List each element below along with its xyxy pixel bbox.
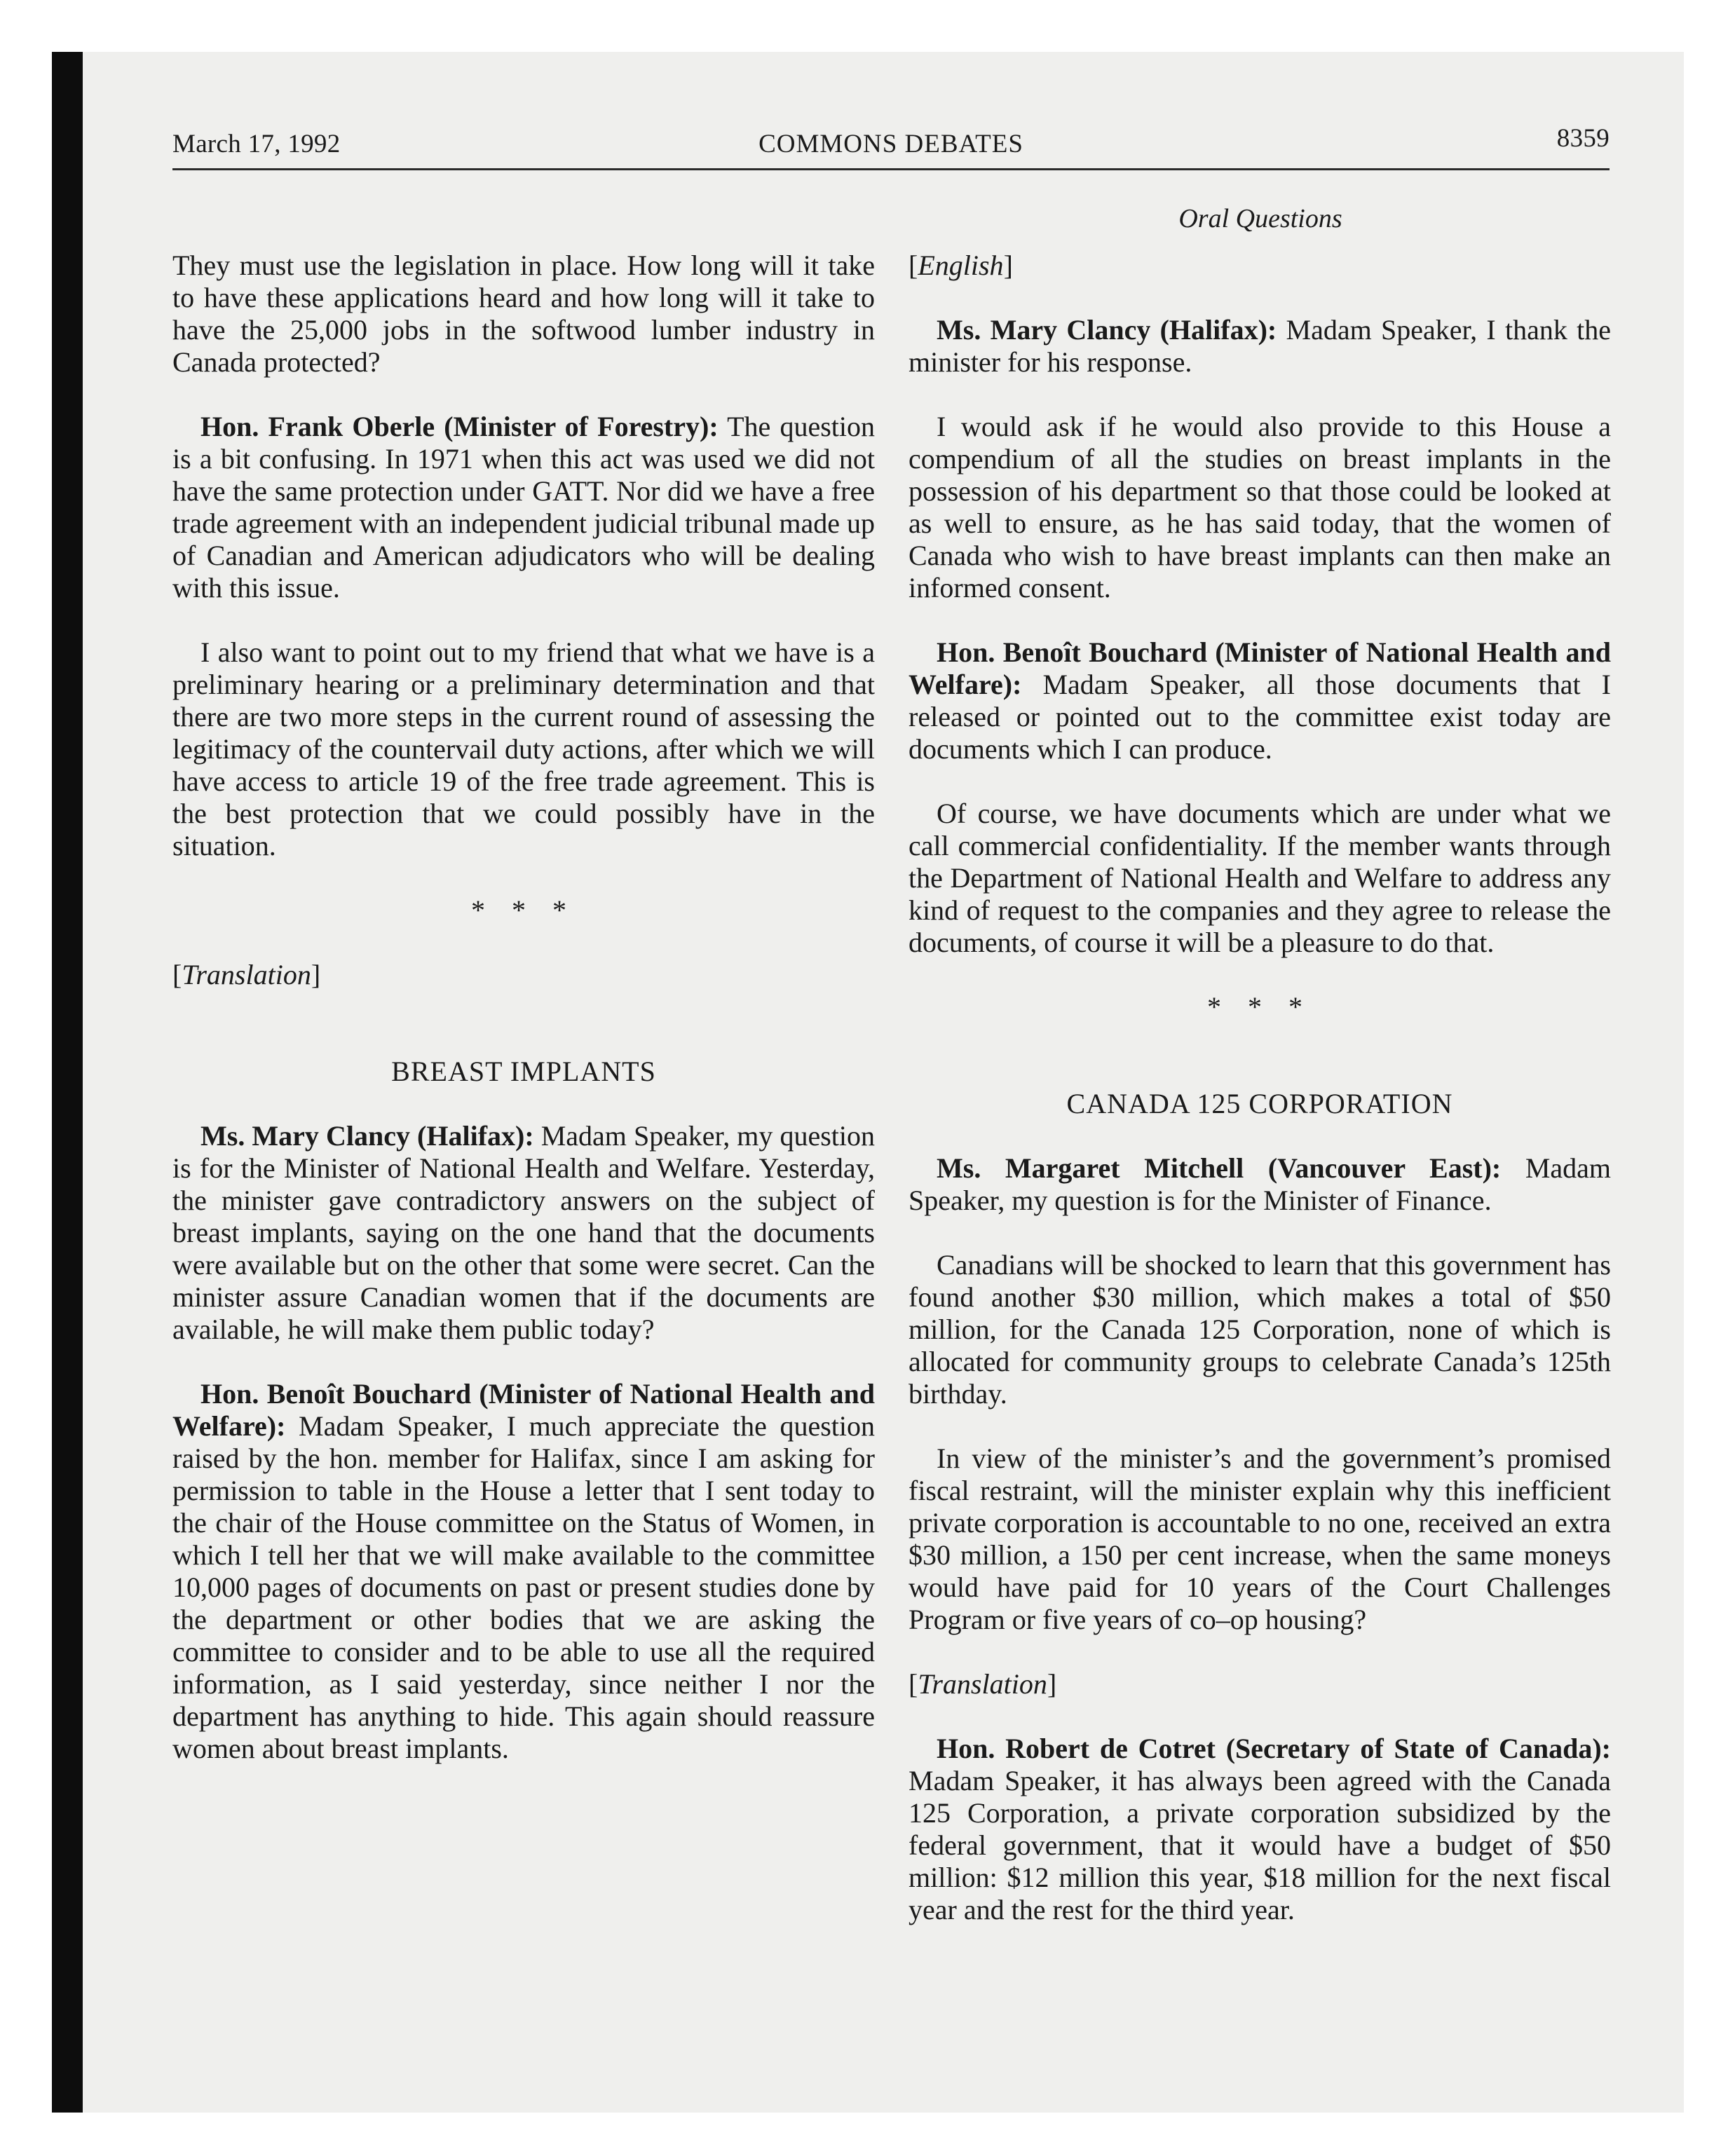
speaker-name: Hon. Frank Oberle (Minister of Forestry): [200, 411, 719, 442]
header-page-number: 8359 [1556, 124, 1610, 153]
running-head [172, 123, 1610, 165]
paragraph: I would ask if he would also provide to this House a compendium of all the studies on breast implants in the possession of his department so that those could be looked at as well to ensure, as he has said today, that the women of Canada who wish to have breast implants can then make an informed consent. [909, 411, 1611, 603]
speech-text: Madam Speaker, I thank the minister for his response. [909, 314, 1612, 378]
paragraph: In view of the minister’s and the government’s promised fiscal restraint, will the minister explain why this inefficient private corporation is accountable to no one, received an extra $30 million, a 150 per cent increase, when the same moneys would have paid for 10 years of the Court Challenges Program or five years of co–op housing? [909, 1442, 1611, 1635]
section-heading: Oral Questions [1178, 204, 1342, 233]
paragraph [172, 411, 875, 604]
paragraph [909, 1733, 1611, 1926]
scan-edge-bar [52, 52, 83, 2113]
paragraph [909, 636, 1611, 765]
section-separator: * * * [1207, 991, 1312, 1023]
paragraph [909, 1152, 1611, 1217]
speaker-name: Ms. Margaret Mitchell (Vancouver East): [937, 1152, 1502, 1184]
subject-heading: CANADA 125 CORPORATION [1066, 1088, 1453, 1119]
speaker-name: Hon. Benoît Bouchard (Minister of National Health and Welfare): [172, 1378, 875, 1442]
speaker-name: Ms. Mary Clancy (Halifax): [200, 1120, 534, 1152]
speech-text: Madam Speaker, I much appreciate the question raised by the hon. member for Halifax, since I am asking for permission to table in the House a letter that I sent today to the chair of the House committee on the Status of Women, in which I tell her that we will make available to the committee 10,000 pages of documents on past or present studies done by the department or other bodies that we are asking the committee to consider and to be able to use all the required information, as I said yesterday, since neither I nor the department has anything to hide. This again should reassure women about breast implants. [172, 1410, 875, 1764]
language-tag-text: Translation [182, 959, 311, 990]
paragraph: Canadians will be shocked to learn that this government has found another $30 million, which makes a total of $50 million, for the Canada 125 Corporation, none of which is allocated for community groups to celebrate Canada’s 125th birthday. [909, 1249, 1611, 1410]
header-rule [172, 168, 1610, 170]
paragraph: Of course, we have documents which are under what we call commercial confidentiality. If the member wants through the Department of National Health and Welfare to address any kind of request to the companies and they agree to release the documents, of course it will be a pleasure to do that. [909, 798, 1611, 958]
paragraph [172, 1120, 875, 1346]
speech-text: Madam Speaker, my question is for the Minister of National Health and Welfare. Yesterday, the minister gave contradictory answers on the subject of breast implants, saying on the one hand that the documents were available but on the other that some were secret. Can the minister assure Canadian women that if the documents are available, he will make them public today? [172, 1120, 876, 1345]
language-tag-text: English [918, 250, 1004, 281]
paragraph: I also want to point out to my friend that what we have is a preliminary hearing or a preliminary determination and that there are two more steps in the current round of assessing the legitimacy of the countervail duty actions, after which we will have access to article 19 of the free trade agreement. This is the best protection that we could possibly have in the situation. [172, 636, 875, 861]
left-column [172, 250, 875, 1797]
right-column [909, 250, 1611, 1958]
header-title: COMMONS DEBATES [758, 130, 1023, 158]
paragraph [909, 314, 1611, 378]
speech-text: The question is a bit confusing. In 1971 when this act was used we did not have the same protection under GATT. Nor did we have a free trade agreement with an independent judicial tribunal made up of Canadian and American adjudicators who will be dealing with this issue. [172, 411, 876, 603]
speaker-name: Hon. Robert de Cotret (Secretary of State of Canada): [937, 1733, 1611, 1764]
paragraph: They must use the legislation in place. How long will it take to have these applications heard and how long will it take to have the 25,000 jobs in the softwood lumber industry in Canada protected? [172, 250, 875, 378]
subject-heading: BREAST IMPLANTS [391, 1056, 656, 1087]
language-tag: [Translation] [909, 1668, 1057, 1700]
language-tag: [English] [909, 250, 1013, 281]
header-date: March 17, 1992 [172, 130, 341, 158]
speaker-name: Hon. Benoît Bouchard (Minister of National Health and Welfare): [909, 636, 1611, 700]
language-tag-text: Translation [918, 1668, 1047, 1700]
paragraph [172, 1378, 875, 1765]
speaker-name: Ms. Mary Clancy (Halifax): [937, 314, 1277, 346]
section-separator: * * * [471, 894, 576, 926]
language-tag: [Translation] [172, 959, 321, 990]
speech-text: Madam Speaker, my question is for the Minister of Finance. [909, 1152, 1612, 1216]
speech-text: Madam Speaker, all those documents that I released or pointed out to the committee exist today are documents which I can produce. [909, 669, 1612, 765]
speech-text: Madam Speaker, it has always been agreed with the Canada 125 Corporation, a private corporation subsidized by the federal government, that it would have a budget of $50 million: $12 million this year, $18 million for the next fiscal year and the rest for the third year. [909, 1765, 1611, 1925]
